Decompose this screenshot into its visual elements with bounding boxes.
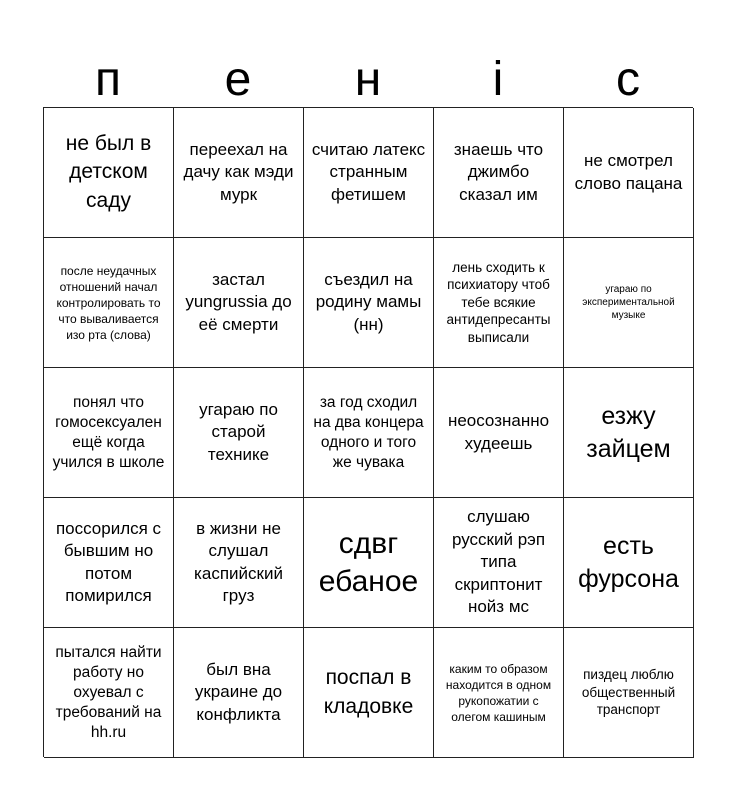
cell-text: поспал в кладовке xyxy=(323,666,414,718)
bingo-cell[interactable] xyxy=(304,108,434,238)
header-letter-4: і xyxy=(492,53,504,106)
bingo-cell[interactable] xyxy=(174,108,304,238)
cell-text: пытался найти работу но охуевал с требований на hh.ru xyxy=(55,643,162,741)
cell-text: не был в детском саду xyxy=(65,131,152,212)
bingo-cell[interactable] xyxy=(44,238,174,368)
header-letter-1: п xyxy=(95,53,121,106)
cell-text: за год сходил на два концера одного и того же чувака xyxy=(313,393,424,471)
bingo-cell[interactable] xyxy=(44,628,174,758)
cell-text: угараю по старой технике xyxy=(199,399,278,464)
cell-text: понял что гомосексуален ещё когда учился в школе xyxy=(52,393,165,471)
cell-text: в жизни не слушал каспийский груз xyxy=(194,518,283,605)
cell-text: не смотрел слово пацана xyxy=(574,151,683,193)
cell-text: переехал на дачу как мэди мурк xyxy=(183,139,294,204)
bingo-cell[interactable] xyxy=(174,628,304,758)
cell-text: поссорился с бывшим но потом помирился xyxy=(55,518,162,605)
bingo-cell[interactable] xyxy=(44,108,174,238)
cell-text: лень сходить к психиатору чтоб тебе всякие антидепресанты выписали xyxy=(446,259,551,345)
cell-text: угараю по экспериментальной музыке xyxy=(582,284,675,321)
header-letter-5: с xyxy=(616,53,640,106)
cell-text: пиздец люблю общественный транспорт xyxy=(581,667,676,718)
bingo-cell[interactable] xyxy=(434,628,564,758)
header-letter-3: н xyxy=(354,53,382,106)
bingo-cell[interactable] xyxy=(174,368,304,498)
cell-text: знаешь что джимбо сказал им xyxy=(453,139,544,204)
cell-text: неосознанно худеешь xyxy=(447,411,550,453)
cell-text: считаю латекс странным фетишем xyxy=(311,139,426,204)
bingo-cell[interactable] xyxy=(564,498,694,628)
header-letter-2: е xyxy=(224,53,252,106)
cell-text: слушаю русский рэп типа скриптонит нойз мс xyxy=(451,507,546,617)
bingo-cell[interactable] xyxy=(434,498,564,628)
bingo-cell[interactable] xyxy=(304,368,434,498)
cell-text: был вна украине до конфликта xyxy=(194,659,283,724)
cell-text: есть фурсона xyxy=(578,531,679,593)
cell-text: застал yungrussia до её смерти xyxy=(185,269,292,334)
cell-text: съездил на родину мамы (нн) xyxy=(315,269,422,334)
bingo-cell[interactable] xyxy=(174,238,304,368)
bingo-cell[interactable] xyxy=(304,498,434,628)
cell-text: после неудачных отношений начал контролировать то что вываливается изо рта (слова) xyxy=(56,263,161,342)
bingo-cell[interactable] xyxy=(564,368,694,498)
bingo-cell[interactable] xyxy=(174,498,304,628)
bingo-cell[interactable] xyxy=(564,628,694,758)
bingo-cell[interactable] xyxy=(434,108,564,238)
bingo-cell[interactable] xyxy=(304,628,434,758)
bingo-cell[interactable] xyxy=(434,368,564,498)
bingo-cell[interactable] xyxy=(564,238,694,368)
bingo-grid xyxy=(43,107,693,757)
bingo-cell[interactable] xyxy=(44,368,174,498)
cell-text: езжу зайцем xyxy=(586,401,671,463)
bingo-cell[interactable] xyxy=(44,498,174,628)
bingo-cell[interactable] xyxy=(434,238,564,368)
bingo-cell[interactable] xyxy=(564,108,694,238)
cell-text: сдвг ебаное xyxy=(318,526,419,598)
bingo-cell[interactable] xyxy=(304,238,434,368)
bingo-header xyxy=(43,52,693,108)
cell-text: каким то образом находится в одном рукопожатии с олегом кашиным xyxy=(445,661,552,724)
